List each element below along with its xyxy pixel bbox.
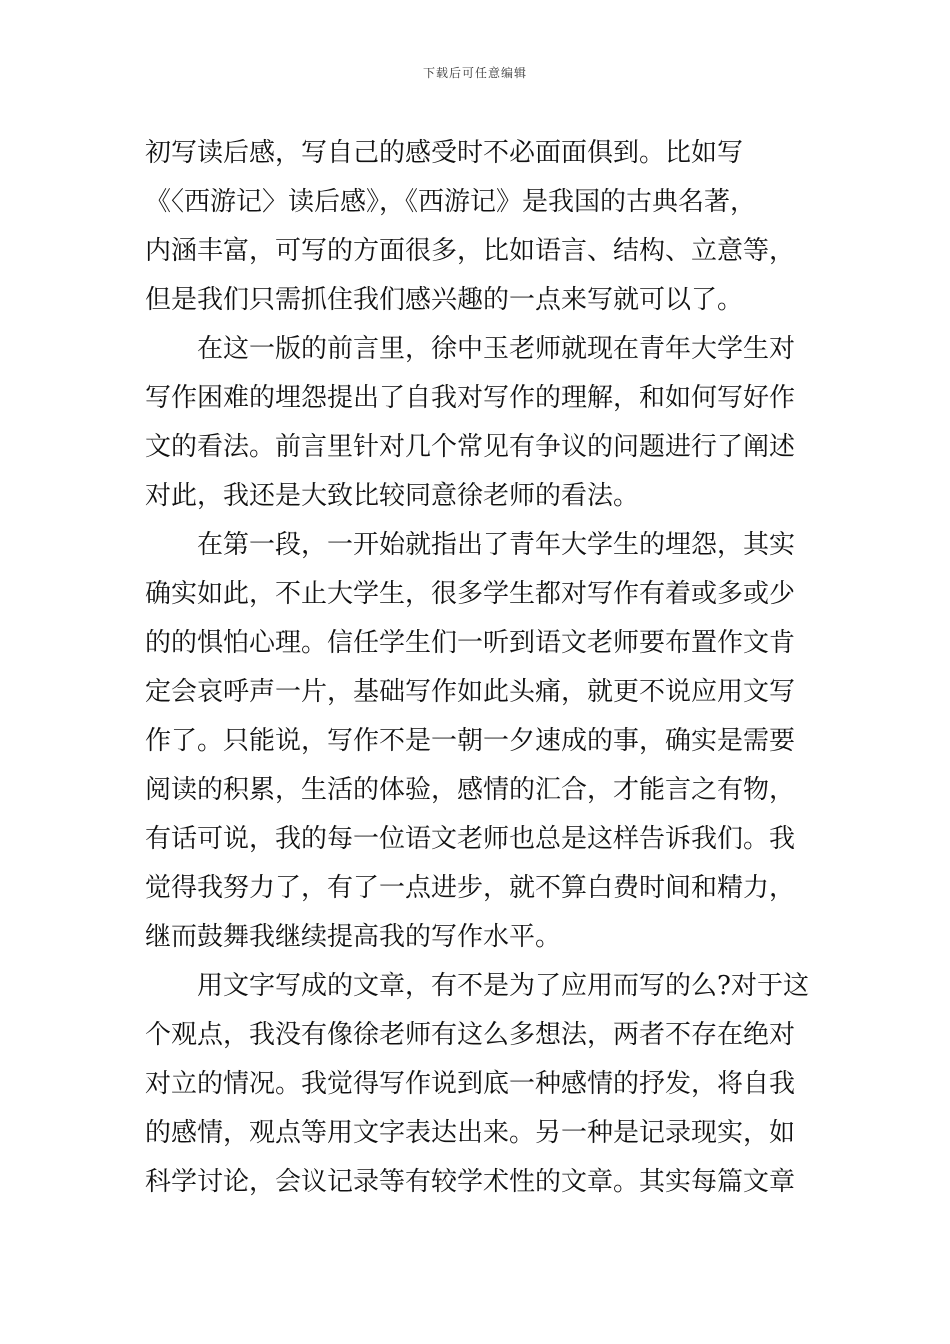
text-line: 文的看法。前言里针对几个常见有争议的问题进行了阐述	[145, 432, 796, 462]
text-line: 作了。只能说，写作不是一朝一夕速成的事，确实是需要	[145, 726, 796, 756]
text-line: 用文字写成的文章，有不是为了应用而写的么?对于这	[145, 971, 809, 1001]
document-body	[145, 129, 810, 1207]
text-line: 在第一段，一开始就指出了青年大学生的埋怨，其实	[145, 530, 796, 560]
text-line: 《〈西游记〉读后感》，《西游记》是我国的古典名著，	[145, 187, 757, 217]
text-line: 但是我们只需抓住我们感兴趣的一点来写就可以了。	[145, 285, 744, 315]
text-line: 内涵丰富，可写的方面很多，比如语言、结构、立意等，	[145, 236, 796, 266]
text-line: 个观点，我没有像徐老师有这么多想法，两者不存在绝对	[145, 1020, 796, 1050]
text-line: 在这一版的前言里，徐中玉老师就现在青年大学生对	[145, 334, 796, 364]
text-line: 继而鼓舞我继续提高我的写作水平。	[145, 922, 562, 952]
text-line: 确实如此，不止大学生，很多学生都对写作有着或多或少	[145, 579, 796, 609]
text-line: 对此，我还是大致比较同意徐老师的看法。	[145, 481, 640, 511]
text-line: 对立的情况。我觉得写作说到底一种感情的抒发，将自我	[145, 1069, 796, 1099]
text-line: 写作困难的埋怨提出了自我对写作的理解，和如何写好作	[145, 383, 796, 413]
header-note: 下载后可任意编辑	[422, 66, 527, 80]
paragraph	[145, 962, 810, 1207]
paragraph	[145, 325, 810, 521]
text-line: 定会哀呼声一片，基础写作如此头痛，就更不说应用文写	[145, 677, 796, 707]
text-line: 的的惧怕心理。信任学生们一听到语文老师要布置作文肯	[145, 628, 796, 658]
text-line: 有话可说，我的每一位语文老师也总是这样告诉我们。我	[145, 824, 796, 854]
paragraph	[145, 521, 810, 962]
text-line: 觉得我努力了，有了一点进步，就不算白费时间和精力，	[145, 873, 796, 903]
text-line: 阅读的积累，生活的体验，感情的汇合，才能言之有物，	[145, 775, 796, 805]
text-line: 的感情，观点等用文字表达出来。另一种是记录现实，如	[145, 1118, 796, 1148]
paragraph	[145, 129, 810, 325]
text-line: 初写读后感，写自己的感受时不必面面俱到。比如写	[145, 138, 744, 168]
text-line: 科学讨论，会议记录等有较学术性的文章。其实每篇文章	[145, 1167, 796, 1197]
